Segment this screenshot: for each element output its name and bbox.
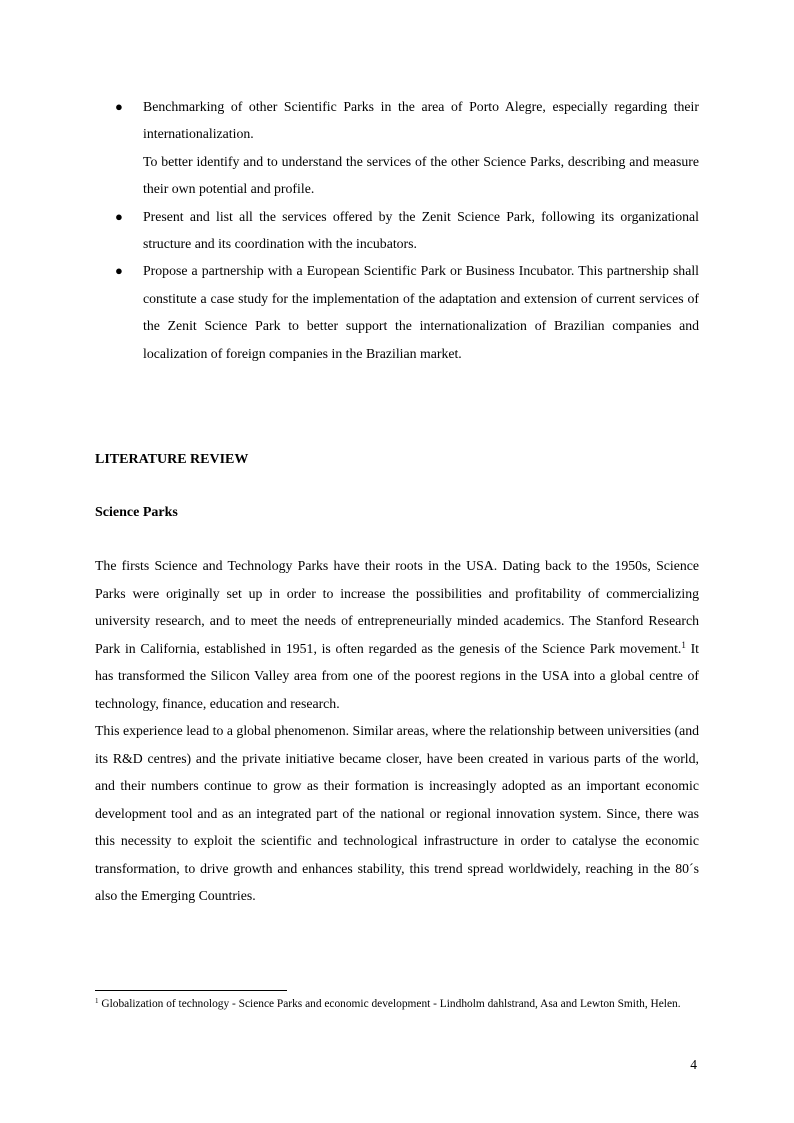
footnote-reference: 1 [681, 639, 686, 650]
bullet-icon: ● [115, 208, 123, 224]
footnote-text: Globalization of technology - Science Parks and economic development - Lindholm dahlstrand, Asa and Lewton Smith, Helen. [101, 998, 681, 1010]
list-item [95, 93, 699, 203]
list-item-text: Benchmarking of other Scientific Parks in the area of Porto Alegre, especially regarding their internationalization. [143, 99, 699, 142]
list-item-text: Propose a partnership with a European Scientific Park or Business Incubator. This partnership shall constitute a case study for the implementation of the adaptation and extension of current services of the Zenit Science Park to better support the internationalization of Brazilian companies and localization of foreign companies in the Brazilian market. [143, 263, 699, 361]
footnote-number: 1 [95, 997, 99, 1005]
footnote-divider [95, 990, 287, 991]
footnote [95, 995, 699, 1013]
section-heading: LITERATURE REVIEW [95, 452, 249, 467]
bullet-icon: ● [115, 99, 123, 114]
objectives-list [95, 93, 699, 367]
body-text [95, 552, 699, 910]
bullet-icon: ● [115, 263, 123, 279]
subsection-heading: Science Parks [95, 505, 178, 520]
paragraph-text: The firsts Science and Technology Parks have their roots in the USA. Dating back to the 1950s, Science Parks were originally set up in order to increase the possibilities and profitability of commercializing university research, and to meet the needs of entrepreneurially minded academics. The Stanford Research Park in California, established in 1951, is often regarded as the genesis of the Science Park movement. [95, 558, 699, 656]
list-item [95, 257, 699, 367]
list-item-text: Present and list all the services offered by the Zenit Science Park, following its organizational structure and its coordination with the incubators. [143, 208, 699, 252]
page-number: 4 [690, 1057, 697, 1072]
paragraph-text: It has transformed the Silicon Valley area from one of the poorest regions in the USA into a global centre of technology, finance, education and research. [95, 640, 699, 711]
paragraph: This experience lead to a global phenomenon. Similar areas, where the relationship between universities (and its R&D centres) and the private initiative became closer, have been created in various parts of the world, and their numbers continue to grow as their formation is increasingly adopted as an important economic development tool and as an integrated part of the national or regional innovation system. Since, there was this necessity to exploit the scientific and technological infrastructure in order to catalyse the economic transformation, to drive growth and enhances stability, this trend spread worldwidely, reaching in the 80´s also the Emerging Countries. [95, 723, 699, 903]
paragraph [95, 552, 699, 717]
list-item [95, 203, 699, 258]
list-item-continuation: To better identify and to understand the services of the other Science Parks, describing and measure their own potential and profile. [143, 153, 699, 197]
